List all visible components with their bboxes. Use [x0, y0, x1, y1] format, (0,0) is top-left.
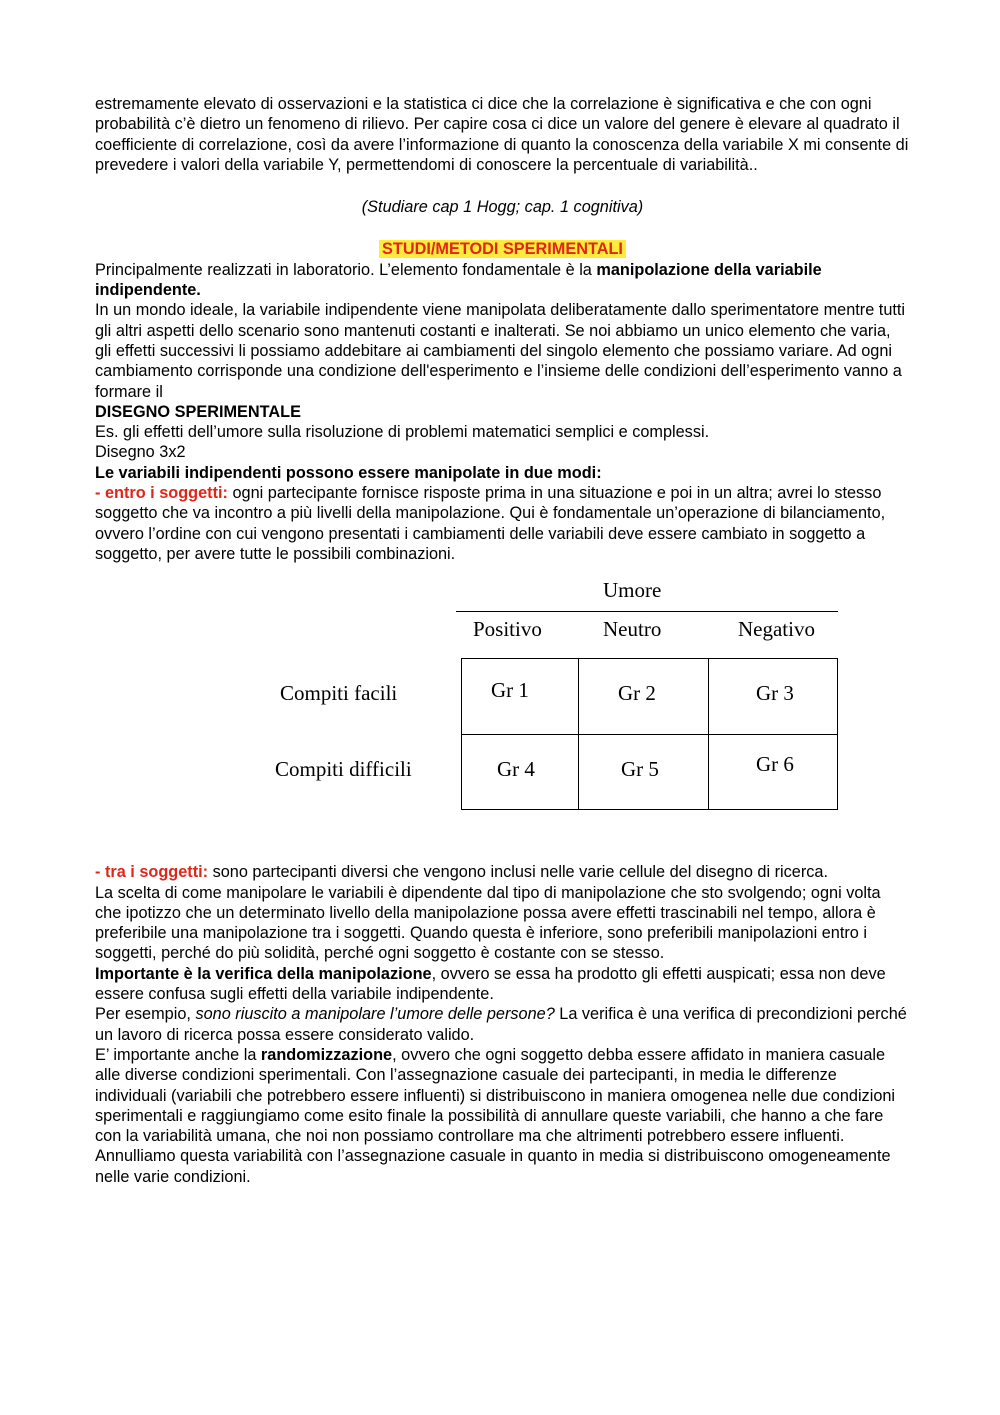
within-text: ogni partecipante fornisce risposte prima in una situazione e poi in un altra; avrei lo stesso soggetto che va incontro a più livelli della manipolazione. Qui è fondamentale un’operazione di bilanciamento, ovvero l’ordine con cui vengono presentati i cambiamenti delle variabili deve essere cambiato in soggetto a soggetto, per avere tutte le possibili combinazioni. [95, 484, 886, 563]
between-label: - tra i soggetti: [95, 863, 209, 882]
grid-line [461, 658, 462, 810]
document-page [95, 94, 910, 1187]
disegno-title: DISEGNO SPERIMENTALE [95, 402, 301, 421]
section-title: STUDI/METODI SPERIMENTALI [379, 240, 626, 258]
table-cell: Gr 1 [491, 678, 529, 703]
paragraph-between-subjects [95, 862, 910, 882]
paragraph-randomization [95, 1045, 910, 1146]
between-text: sono partecipanti diversi che vengono inclusi nelle varie cellule del disegno di ricerca. [208, 863, 829, 882]
grid-line [708, 658, 709, 810]
paragraph-final: Annulliamo questa variabilità con l’assegnazione casuale in quanto in media si distribuiscono omogeneamente nelle varie condizioni. [95, 1147, 891, 1186]
example-line: Es. gli effetti dell’umore sulla risoluzione di problemi matematici semplici e complessi. [95, 423, 710, 442]
grid-line [837, 658, 838, 810]
example-plain-1: Per esempio, [95, 1005, 196, 1024]
random-plain-1: E’ importante anche la [95, 1045, 261, 1064]
column-header: Negativo [738, 617, 815, 642]
paragraph-verification [95, 964, 910, 1005]
column-header: Neutro [603, 617, 662, 642]
grid-line [461, 809, 838, 810]
within-label: - entro i soggetti: [95, 484, 228, 503]
grid-line [461, 734, 838, 735]
example-plain-2: La verifica è una verifica di precondizioni perché un lavoro di ricerca possa essere considerato valido. [95, 1005, 907, 1044]
random-bold: randomizzazione [260, 1045, 393, 1064]
table-factor: Umore [603, 578, 662, 603]
table-cell: Gr 4 [497, 757, 535, 782]
verify-text: , ovvero se essa ha prodotto gli effetti auspicati; essa non deve essere confusa sugli effetti della variabile indipendente. [95, 964, 886, 1004]
grid-line [578, 658, 579, 810]
design-line: Disegno 3x2 [95, 443, 186, 462]
column-header: Positivo [473, 617, 542, 642]
paragraph-correlation: estremamente elevato di osservazioni e la statistica ci dice che la correlazione è significativa e che con ogni probabilità c’è dietro un fenomeno di rilievo. Per capire cosa ci dice un valore del genere è elevare al quadrato il coefficiente di correlazione, così da avere l’informazione di quanto la conoscenza della variabile X mi consente di prevedere i valori della variabile Y, permettendomi di conoscere la percentuale di variabilità.. [95, 95, 909, 174]
intro-bold: manipolazione della variabile indipendente. [95, 260, 822, 300]
example-italic: sono riuscito a manipolare l’umore delle persone? [195, 1005, 555, 1024]
section-title-wrap [95, 239, 910, 259]
grid-line [461, 658, 838, 659]
row-label: Compiti difficili [275, 757, 412, 782]
row-label: Compiti facili [280, 681, 398, 706]
paragraph-within-subjects [95, 483, 910, 564]
table-cell: Gr 2 [618, 681, 656, 706]
paragraph-example [95, 1004, 910, 1045]
table-cell: Gr 6 [756, 752, 794, 777]
table-cell: Gr 3 [756, 681, 794, 706]
intro-plain: Principalmente realizzati in laboratorio. L’elemento fondamentale è la [95, 260, 597, 279]
random-plain-2: , ovvero che ogni soggetto debba essere affidato in maniera casuale alle diverse condizioni sperimentali. Con l’assegnazione casuale dei partecipanti, in media le differenze individuali (variabili che potrebbero essere influenti) si distribuiscono in maniera omogenea nelle due condizioni sperimentali e raggiungiamo come esito finale la possibilità di annullare queste variabili, che hanno a che fare con la variabilità umana, che noi non possiamo controllare ma che altrimenti potrebbero essere influenti. [95, 1045, 896, 1146]
verify-bold: Importante è la verifica della manipolazione [95, 964, 432, 983]
paragraph-intro [95, 260, 910, 301]
design-table-figure [95, 572, 910, 854]
modes-title: Le variabili indipendenti possono essere manipolate in due modi: [95, 463, 602, 482]
paragraph-ideal-world: In un mondo ideale, la variabile indipendente viene manipolata deliberatamente dallo sperimentatore mentre tutti gli altri aspetti dello scenario sono mantenuti costanti e inalterati. Se noi abbiamo un unico elemento che varia, gli effetti successivi li possiamo addebitare ai cambiamenti del singolo elemento che possiamo variare. Ad ogni cambiamento corrisponde una condizione dell'esperimento e l’insieme delle condizioni dell’esperimento vanno a formare il [95, 301, 906, 401]
table-cell: Gr 5 [621, 757, 659, 782]
study-note: (Studiare cap 1 Hogg; cap. 1 cognitiva) [361, 198, 644, 217]
factor-underline [456, 611, 838, 612]
paragraph-manipulation-choice: La scelta di come manipolare le variabili è dipendente dal tipo di manipolazione che sto svolgendo; ogni volta che ipotizzo che un determinato livello della manipolazione possa avere effetti trascinabili nel tempo, allora è preferibile una manipolazione tra i soggetti. Quando questa è inferiore, sono preferibili manipolazioni entro i soggetti, perché do più solidità, perché ogni soggetto è costante con se stesso. [95, 883, 881, 963]
